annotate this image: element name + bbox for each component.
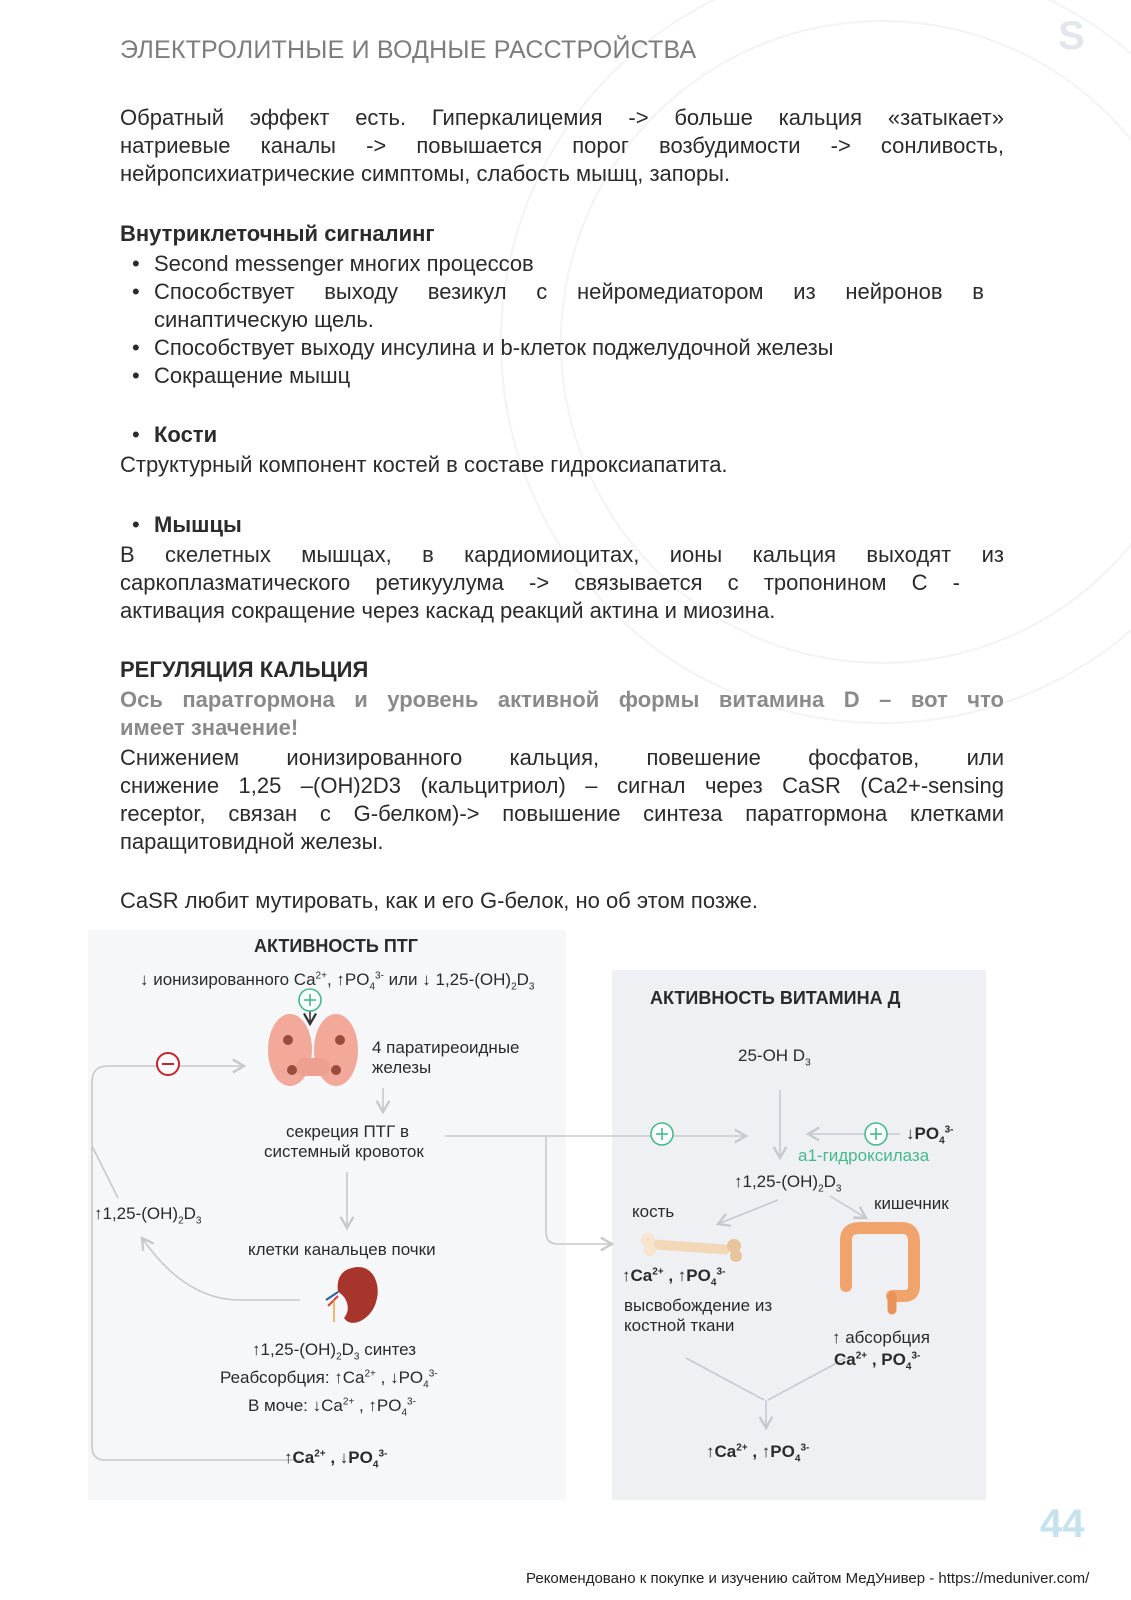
bullet-icon: • — [132, 335, 140, 360]
bullet-icon: • — [132, 422, 140, 447]
muscles-line: активация сокращение через каскад реакций актина и миозина. — [120, 598, 776, 623]
calcitriol-label: $↑1,25-(OH)_2D_3$ — [734, 1172, 842, 1195]
glands-label: железы — [372, 1058, 432, 1077]
arrow-line — [830, 1196, 866, 1218]
parathyroid-glands-icon — [268, 1014, 358, 1086]
plus-icon — [865, 1123, 887, 1145]
list-item-continuation: синаптическую щель. — [154, 307, 374, 332]
intestine-icon — [846, 1228, 914, 1310]
secretion-label: системный кровоток — [264, 1142, 424, 1161]
glands-label: 4 паратиреоидные — [372, 1038, 520, 1057]
muscles-line: саркоплазматического ретикуулума -> связывается с тропонином С - — [120, 570, 960, 595]
arrow-line — [686, 1358, 764, 1400]
footer-note: Рекомендовано к покупке и изучению сайтом МедУнивер - https://meduniver.com/ — [526, 1570, 1090, 1587]
bone-release-label: высвобождение из — [624, 1296, 773, 1315]
bullet-icon: • — [132, 279, 140, 304]
reabsorption-label: Реабсорбция: $↑Ca^{2+}$ , $↓PO_4^{3-}$ — [220, 1368, 438, 1391]
muscles-line: В скелетных мышцах, в кардиомиоцитах, ионы кальция выходят из — [120, 542, 1004, 567]
bone-release-label: костной ткани — [624, 1316, 735, 1335]
bullet-icon: • — [132, 363, 140, 388]
kidney-synthesis-label: $↑1,25-(OH)_2D_3$ синтез — [252, 1340, 417, 1363]
regulation-highlight: Ось паратгормона и уровень активной формы витамина D – вот что — [120, 687, 1004, 712]
pth-activity-title: АКТИВНОСТЬ ПТГ — [254, 936, 418, 956]
list-item: Second messenger многих процессов — [154, 251, 534, 276]
urine-label: В моче: $↓Ca^{2+}$ , $↑PO_4^{3-}$ — [248, 1396, 416, 1419]
right-result-label: $↑Ca^{2+}$ , $↑PO_4^{3-}$ — [706, 1442, 810, 1465]
d25-label: 25-OH $D_3$ — [738, 1046, 811, 1069]
regulation-line: Снижением ионизированного кальция, повешение фосфатов, или — [120, 745, 1004, 770]
intro-line: Обратный эффект есть. Гиперкалицемия -> больше кальция «затыкает» — [120, 105, 1004, 130]
list-item: Способствует выходу инсулина и b-клеток поджелудочной железы — [154, 335, 834, 360]
intro-line: нейропсихиатрические симптомы, слабость мышц, запоры. — [120, 161, 731, 186]
intestine-label: кишечник — [874, 1194, 949, 1213]
vitamin-d-activity-title: АКТИВНОСТЬ ВИТАМИНА Д — [650, 988, 901, 1008]
page-number: 44 — [1040, 1502, 1085, 1546]
regulation-note: CaSR любит мутировать, как и его G-белок, но об этом позже. — [120, 888, 758, 913]
regulation-highlight: имеет значение! — [120, 715, 299, 740]
list-item: Сокращение мышц — [154, 363, 351, 388]
section-title: ЭЛЕКТРОЛИТНЫЕ И ВОДНЫЕ РАССТРОЙСТВА — [120, 36, 697, 64]
bone-icon — [641, 1233, 742, 1262]
regulation-line: receptor, связан с G-белком)-> повышение синтеза паратгормона клетками — [120, 801, 1004, 826]
absorption-ions-label: $Ca^{2+}$ , $PO_4^{3-}$ — [834, 1350, 921, 1373]
bullet-icon: • — [132, 251, 140, 276]
kidney-cells-label: клетки канальцев почки — [248, 1240, 436, 1259]
arrow-line — [546, 1136, 612, 1244]
kidney-icon — [326, 1267, 378, 1323]
bullet-icon: • — [132, 512, 140, 537]
arrow-line — [92, 1146, 118, 1198]
plus-icon — [651, 1123, 673, 1145]
list-item: Способствует выходу везикул с нейромедиатором из нейронов в — [154, 279, 984, 304]
phosphate-down-label: $↓PO_4^{3-}$ — [906, 1124, 954, 1147]
regulation-line: снижение 1,25 –(OH)2D3 (кальцитриол) – сигнал через CaSR (Ca2+-sensing — [120, 773, 1004, 798]
trigger-text: ↓ ионизированного $Ca^{2+}$, $↑PO_4^{3-}$ или ↓ $1,25-(OH)_2D_3$ — [140, 970, 535, 993]
bones-heading: Кости — [154, 422, 218, 447]
regulation-heading: РЕГУЛЯЦИЯ КАЛЬЦИЯ — [120, 657, 369, 682]
absorption-label: ↑ абсорбция — [832, 1328, 930, 1347]
minus-icon — [157, 1053, 179, 1075]
bones-text: Структурный компонент костей в составе гидроксиапатита. — [120, 452, 728, 477]
secretion-label: секреция ПТГ в — [286, 1122, 410, 1141]
intro-line: натриевые каналы -> повышается порог возбудимости -> сонливость, — [120, 133, 1004, 158]
brand-logo: S — [1058, 14, 1085, 58]
regulation-line: паращитовидной железы. — [120, 829, 384, 854]
left-result-label: $↑Ca^{2+}$ , $↓PO_4^{3-}$ — [284, 1448, 388, 1471]
hydroxylase-label: a1-гидроксилаза — [798, 1146, 930, 1165]
calcitriol-feedback-label: $↑1,25-(OH)_2D_3$ — [94, 1204, 202, 1227]
muscles-heading: Мышцы — [154, 512, 242, 537]
signaling-heading: Внутриклеточный сигналинг — [120, 221, 435, 246]
bone-result-label: $↑Ca^{2+}$ , $↑PO_4^{3-}$ — [622, 1266, 726, 1289]
bone-label: кость — [632, 1202, 675, 1221]
arrow-line — [718, 1200, 778, 1224]
